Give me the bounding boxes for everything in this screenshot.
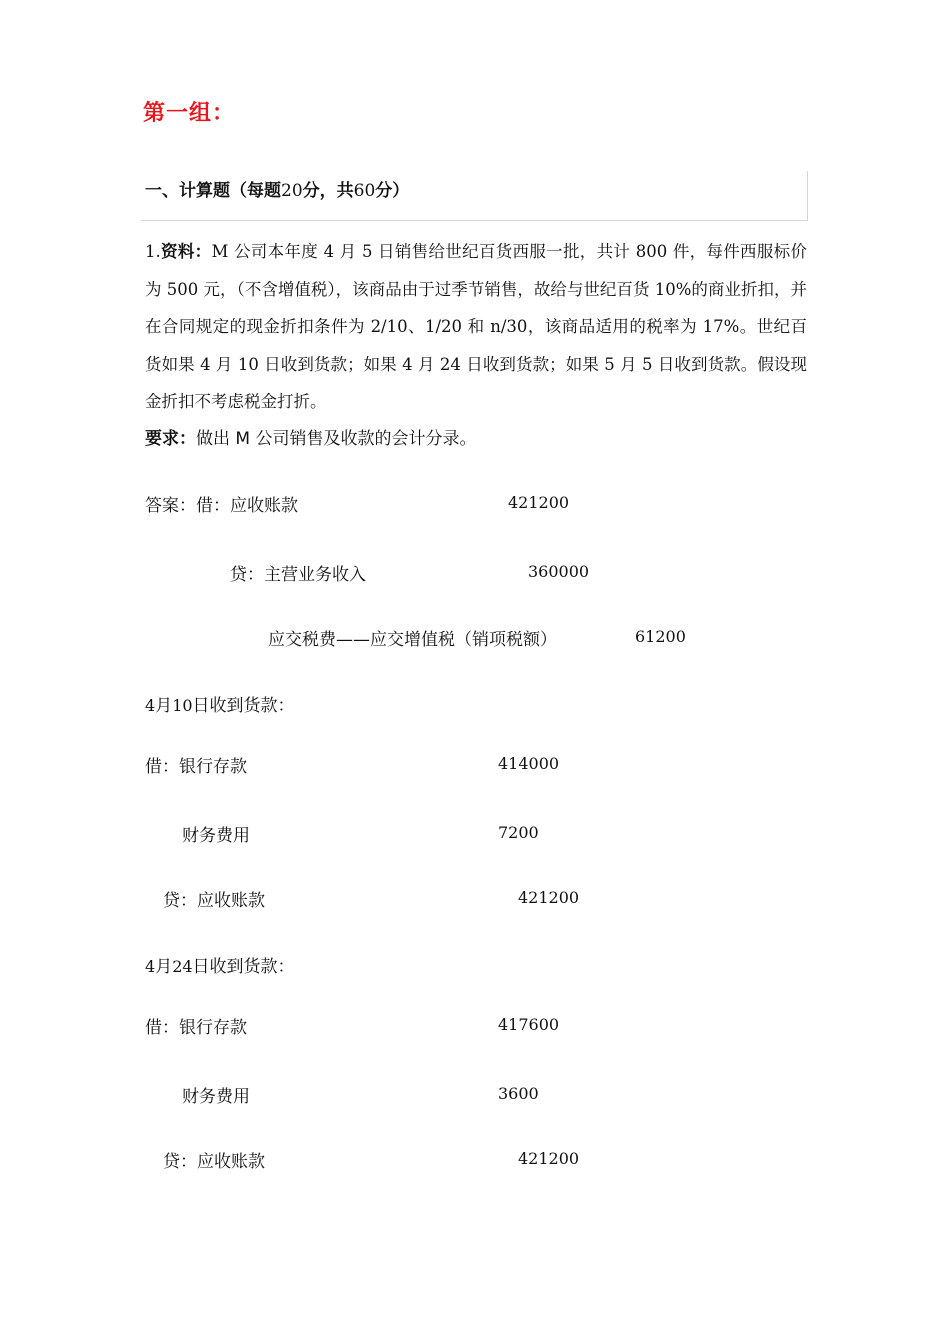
date-heading-apr24 bbox=[145, 952, 295, 977]
date-number: 10 bbox=[172, 696, 193, 715]
entry-amount: 7200 bbox=[498, 823, 539, 842]
requirement-lead: 要求： bbox=[145, 429, 196, 449]
entry-amount: 61200 bbox=[635, 627, 686, 646]
requirement bbox=[145, 424, 476, 449]
entry-amount: 3600 bbox=[498, 1084, 539, 1103]
entry-label: 财务费用 bbox=[182, 1087, 250, 1107]
entry-amount: 417600 bbox=[498, 1015, 560, 1034]
entry-label: 贷：主营业务收入 bbox=[230, 565, 366, 585]
date-rest: 日收到货款： bbox=[192, 957, 295, 977]
entry-label: 答案：借：应收账款 bbox=[145, 496, 298, 516]
entry-label: 借：银行存款 bbox=[145, 757, 247, 777]
section-title-pre: 一、计算题（每题 bbox=[145, 181, 281, 201]
date-rest: 日收到货款： bbox=[192, 696, 295, 716]
entry-amount: 421200 bbox=[508, 493, 570, 512]
section-points-each: 20 bbox=[281, 181, 303, 201]
date-month-char: 月 bbox=[155, 696, 173, 716]
date-day: 4 bbox=[145, 696, 156, 715]
date-day: 4 bbox=[145, 957, 156, 976]
problem-lead: 资料： bbox=[160, 242, 212, 261]
entry-label: 贷：应收账款 bbox=[163, 1152, 265, 1172]
requirement-text: 做出 M 公司销售及收款的会计分录。 bbox=[196, 429, 477, 449]
section-title-post: 分） bbox=[375, 181, 410, 201]
problem-number: 1. bbox=[145, 242, 161, 261]
date-number: 24 bbox=[172, 957, 193, 976]
problem-statement bbox=[145, 233, 807, 421]
entry-amount: 421200 bbox=[518, 1149, 580, 1168]
entry-label: 借：银行存款 bbox=[145, 1018, 247, 1038]
section-title-mid: 分，共 bbox=[302, 181, 354, 201]
section-title bbox=[145, 176, 409, 201]
group-title: 第一组： bbox=[143, 101, 236, 126]
problem-text: M 公司本年度 4 月 5 日销售给世纪百货西服一批，共计 800 件，每件西服标价为 500 元，（不含增值税），该商品由于过季节销售，故给与世纪百货 10%的商业折扣，并在合同规定的现金折扣条件为 2/10、1/20 和 n/30，该商品适用的税率为 17%。世纪百货如果 4 月 10 日收到货款；如果 4 月 24 日收到货款；如果 5 月 5 日收到货款。假设现金折扣不考虑税金打折。 bbox=[145, 242, 807, 411]
date-month-char: 月 bbox=[155, 957, 173, 977]
entry-amount: 414000 bbox=[498, 754, 560, 773]
entry-label: 财务费用 bbox=[182, 826, 250, 846]
date-heading-apr10 bbox=[145, 691, 295, 716]
entry-label: 应交税费——应交增值税（销项税额） bbox=[268, 630, 557, 650]
entry-amount: 421200 bbox=[518, 888, 580, 907]
entry-label: 贷：应收账款 bbox=[163, 891, 265, 911]
entry-amount: 360000 bbox=[528, 562, 590, 581]
section-points-total: 60 bbox=[353, 181, 376, 201]
